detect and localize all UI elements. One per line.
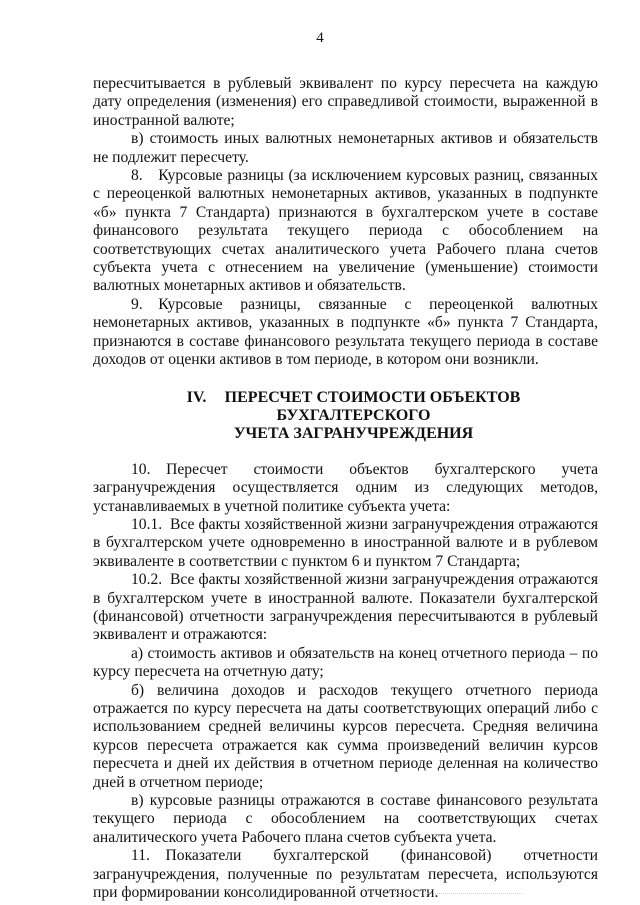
paragraph-7-v: в) стоимость иных валютных немонетарных активов и обязательств не подлежит пересчету. xyxy=(93,130,598,166)
section-heading xyxy=(93,389,598,444)
paragraph-10-2: 10.2. Все факты хозяйственной жизни загранучреждения отражаются в бухгалтерском учете в иностранной валюте. Показатели бухгалтерской (финансовой) отчетности загранучреждения пересчитываются в рублевый эквивалент и отражаются: xyxy=(93,571,598,644)
paragraph-10-2-v: в) курсовые разницы отражаются в составе финансового результата текущего периода с обособлением на соответствующих счетах аналитического учета Рабочего плана счетов субъекта учета. xyxy=(93,792,598,846)
page-number: 4 xyxy=(316,30,324,46)
paragraph-10-2-b: б) величина доходов и расходов текущего отчетного периода отражается по курсу пересчета на даты соответствующих операций либо с использованием средней величины курсов пересчета. Средняя величина курсов пересчета отражается как сумма произведений величин курсов пересчета и дней их действия в отчетном периоде деленная на количество дней в отчетном периоде; xyxy=(93,681,598,791)
paragraph-10-2-a: а) стоимость активов и обязательств на конец отчетного периода – по курсу пересчета на отчетную дату; xyxy=(93,644,598,681)
paragraph-10-1: 10.1. Все факты хозяйственной жизни загранучреждения отражаются в бухгалтерском учете одновременно в иностранной валюте и в рублевом эквиваленте в соответствии с пунктом 6 и пунктом 7 Стандарта; xyxy=(93,515,598,570)
paragraph-continuation: пересчитывается в рублевый эквивалент по курсу пересчета на каждую дату определения (изменения) его справедливой стоимости, выраженной в иностранной валюте; xyxy=(93,75,598,129)
section-title-line-2: УЧЕТА ЗАГРАНУЧРЕЖДЕНИЯ xyxy=(233,425,474,443)
paragraph-8: 8. Курсовые разницы (за исключением курсовых разниц, связанных с переоценкой валютных немонетарных активов, указанных в подпункте «б» пункта 7 Стандарта) признаются в бухгалтерском учете в составе финансового результата текущего периода с обособлением на соответствующих счетах аналитического учета Рабочего плана счетов субъекта учета с отнесением на увеличение (уменьшение) стоимости валютных монетарных активов и обязательств. xyxy=(93,167,598,295)
section-number: IV. xyxy=(186,388,207,406)
scan-edge-mark xyxy=(372,893,522,900)
paragraph-9: 9. Курсовые разницы, связанные с переоценкой валютных немонетарных активов, указанных в подпункте «б» пункта 7 Стандарта, признаются в составе финансового результата текущего периода в составе доходов от оценки активов в том периоде, в котором они возникли. xyxy=(93,295,598,369)
document-body xyxy=(93,75,598,902)
section-title-line-1: ПЕРЕСЧЕТ СТОИМОСТИ ОБЪЕКТОВ БУХГАЛТЕРСКОГО xyxy=(224,388,521,424)
paragraph-10: 10. Пересчет стоимости объектов бухгалтерского учета загранучреждения осуществляется одним из следующих методов, устанавливаемых в учетной политике субъекта учета: xyxy=(93,460,598,515)
paragraph-11: 11. Показатели бухгалтерской (финансовой) отчетности загранучреждения, полученные по результатам пересчета, используются при формировании консолидированной отчетности. xyxy=(93,847,598,902)
